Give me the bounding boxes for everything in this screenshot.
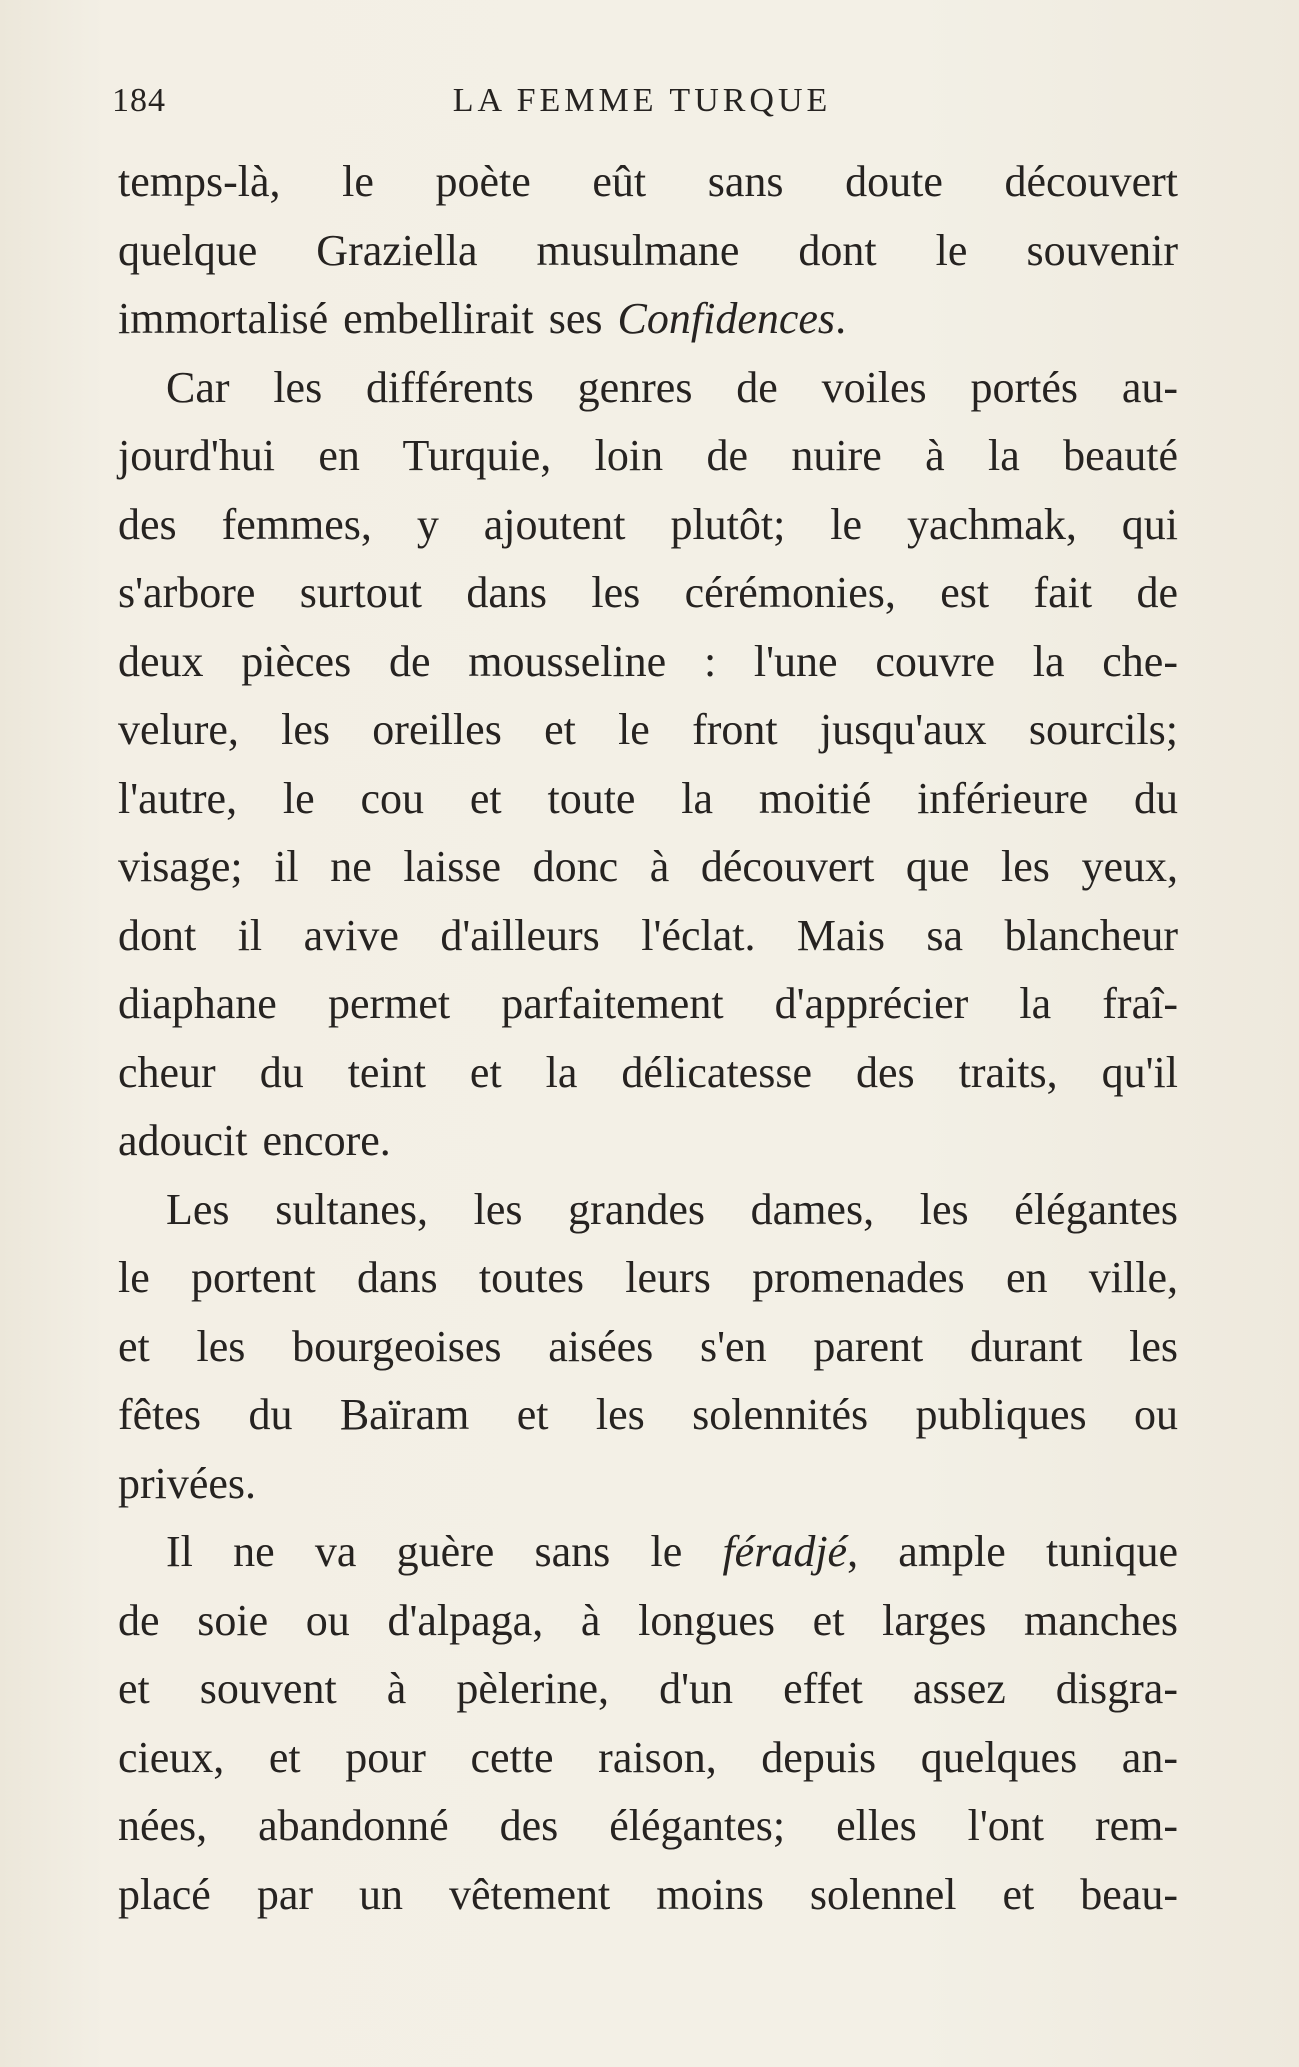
text-run: Les sultanes, les grandes dames, les élégantes — [166, 1184, 1178, 1234]
body-text — [118, 148, 1178, 1929]
italic-word: Confidences — [617, 294, 836, 343]
text-line — [118, 148, 1178, 217]
page-header — [112, 82, 1172, 132]
text-run: dont il avive d'ailleurs l'éclat. Mais sa blancheur — [118, 910, 1178, 960]
text-line — [118, 765, 1178, 834]
text-run: , ample tunique — [847, 1527, 1178, 1576]
text-run: cheur du teint et la délicatesse des traits, qu'il — [118, 1047, 1178, 1097]
paragraph — [118, 148, 1178, 354]
text-run: l'autre, le cou et toute la moitié inférieure du — [118, 773, 1178, 823]
text-run: placé par un vêtement moins solennel et beau- — [118, 1869, 1178, 1919]
text-line — [118, 1107, 1178, 1176]
text-line — [118, 422, 1178, 491]
text-run: privées. — [118, 1458, 257, 1508]
text-run: visage; il ne laisse donc à découvert que les yeux, — [118, 842, 1178, 891]
text-line — [118, 1861, 1178, 1930]
text-line — [118, 1244, 1178, 1313]
text-line — [118, 1450, 1178, 1519]
text-run: temps-là, le poète eût sans doute découvert — [118, 157, 1178, 206]
text-run: Car les différents genres de voiles portés au- — [166, 362, 1178, 412]
text-line — [118, 1381, 1178, 1450]
text-run: immortalisé embellirait ses — [118, 294, 618, 343]
text-run: Il ne va guère sans le — [166, 1527, 723, 1576]
text-line — [118, 1792, 1178, 1861]
paragraph — [118, 1176, 1178, 1519]
text-line — [118, 1587, 1178, 1656]
text-line — [118, 1724, 1178, 1793]
text-run: jourd'hui en Turquie, loin de nuire à la beauté — [118, 431, 1178, 480]
text-line — [118, 628, 1178, 697]
text-line — [118, 1518, 1178, 1587]
text-run: des femmes, y ajoutent plutôt; le yachmak, qui — [118, 499, 1178, 549]
text-run: diaphane permet parfaitement d'apprécier la fraî- — [118, 979, 1178, 1028]
text-run: nées, abandonné des élégantes; elles l'ont rem- — [118, 1801, 1178, 1850]
text-run: cieux, et pour cette raison, depuis quelques an- — [118, 1732, 1178, 1782]
text-line — [118, 1313, 1178, 1382]
text-line — [118, 285, 1178, 354]
text-run: fêtes du Baïram et les solennités publiques ou — [118, 1390, 1178, 1439]
paragraph — [118, 1518, 1178, 1929]
text-line — [118, 1176, 1178, 1245]
paragraph — [118, 354, 1178, 1176]
page-number: 184 — [112, 82, 166, 119]
text-run: velure, les oreilles et le front jusqu'aux sourcils; — [118, 705, 1178, 754]
text-run: s'arbore surtout dans les cérémonies, est fait de — [118, 568, 1178, 617]
text-line — [118, 902, 1178, 971]
text-run: le portent dans toutes leurs promenades en ville, — [118, 1253, 1178, 1302]
text-line — [118, 696, 1178, 765]
text-line — [118, 217, 1178, 286]
text-line — [118, 833, 1178, 902]
text-line — [118, 491, 1178, 560]
text-run: de soie ou d'alpaga, à longues et larges manches — [118, 1595, 1178, 1645]
text-line — [118, 1655, 1178, 1724]
text-line — [118, 970, 1178, 1039]
text-line — [118, 559, 1178, 628]
text-run: quelque Graziella musulmane dont le souvenir — [118, 225, 1178, 275]
text-run: et les bourgeoises aisées s'en parent durant les — [118, 1321, 1178, 1371]
text-run: deux pièces de mousseline : l'une couvre la che- — [118, 636, 1178, 686]
text-run: et souvent à pèlerine, d'un effet assez disgra- — [118, 1664, 1178, 1713]
text-line — [118, 1039, 1178, 1108]
text-line — [118, 354, 1178, 423]
italic-word: féradjé — [722, 1527, 848, 1576]
text-run: adoucit encore. — [118, 1116, 391, 1165]
text-run: . — [835, 294, 847, 343]
running-title: LA FEMME TURQUE — [452, 82, 832, 119]
